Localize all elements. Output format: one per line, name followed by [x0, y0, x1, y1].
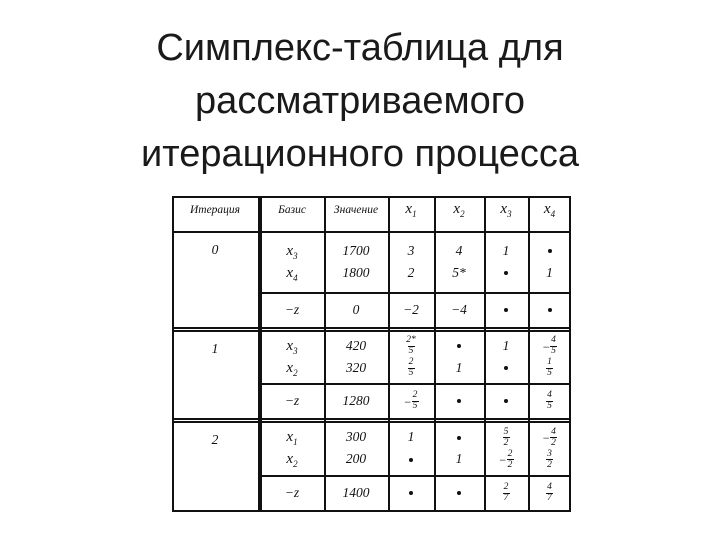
- fraction-numerator: 2*: [406, 335, 416, 346]
- objective-value: 1400: [342, 484, 370, 500]
- header-var-2: [434, 201, 484, 219]
- fraction-denominator: 2: [551, 437, 556, 448]
- fraction-denominator: 5: [408, 346, 414, 357]
- minus-sign: −: [498, 452, 507, 467]
- fraction-denominator: 5: [547, 401, 552, 412]
- row-divider: [260, 383, 571, 385]
- basis-var-base: x: [286, 359, 294, 376]
- fraction-numerator: 3: [547, 448, 552, 459]
- objective-value: 1280: [342, 392, 370, 408]
- header-var-1: [388, 201, 434, 219]
- fraction-denominator: 2: [507, 459, 513, 470]
- basis-var-base: x: [286, 429, 294, 445]
- column-divider: [258, 196, 260, 511]
- group-divider: [172, 510, 571, 512]
- basis-var-base: x: [286, 242, 294, 259]
- coefficient-cell: [528, 426, 571, 449]
- group-divider: [172, 421, 571, 423]
- coefficient-cell: 4: [455, 242, 463, 258]
- coefficient-cell: 2: [407, 264, 415, 280]
- column-divider: [260, 196, 262, 511]
- fraction-denominator: 2: [547, 459, 552, 470]
- basis-var-sub: 3: [293, 345, 298, 356]
- slide-title: [0, 22, 720, 181]
- simplex-table: [172, 196, 571, 522]
- title-line-2: рассматриваемого: [195, 80, 525, 122]
- fraction: [546, 450, 553, 470]
- coefficient-cell: 1: [455, 451, 463, 466]
- coefficient-cell: [528, 335, 571, 358]
- header-var-3: [484, 201, 528, 219]
- empty-cell-dot: [457, 344, 461, 348]
- fraction-denominator: 5: [551, 346, 556, 357]
- empty-cell-dot: [457, 399, 461, 403]
- coefficient-cell: [484, 426, 528, 448]
- fraction-numerator: 4: [551, 335, 556, 346]
- value-cell: 300: [345, 429, 367, 444]
- fraction-numerator: 2: [408, 357, 414, 368]
- column-divider: [434, 196, 436, 511]
- coefficient-cell: [434, 426, 484, 448]
- coefficient-cell: [484, 357, 528, 379]
- fraction-denominator: 5: [547, 368, 552, 379]
- value-cell: 1800: [342, 264, 370, 280]
- coefficient-cell: [388, 448, 434, 470]
- objective-row-label: −z: [284, 301, 300, 317]
- fraction-denominator: 7: [503, 493, 509, 504]
- coefficient-cell: 3: [407, 242, 415, 258]
- minus-sign: −: [541, 339, 551, 354]
- basis-var-base: x: [286, 264, 294, 281]
- objective-coefficient: [484, 482, 528, 504]
- header-var-1-base: x: [405, 201, 413, 217]
- fraction-numerator: 4: [547, 390, 552, 401]
- fraction: [412, 391, 419, 411]
- empty-cell-dot: [457, 436, 461, 440]
- header-var-2-sub: 2: [460, 209, 465, 219]
- fraction: [546, 358, 553, 378]
- header-value: Значение: [333, 204, 379, 216]
- empty-cell-dot: [504, 366, 508, 370]
- value-cell: 320: [345, 359, 367, 375]
- objective-row-label: −z: [284, 484, 300, 500]
- header-var-3-base: x: [500, 201, 508, 217]
- coefficient-cell: 1: [502, 337, 510, 353]
- column-divider: [388, 196, 390, 511]
- minus-sign: −: [541, 430, 551, 445]
- coefficient-cell: [434, 335, 484, 357]
- fraction-numerator: 1: [547, 357, 552, 368]
- basis-variable: [260, 448, 324, 475]
- coefficient-cell: [528, 448, 571, 470]
- fraction: [406, 336, 416, 356]
- fraction-numerator: 2: [507, 448, 513, 459]
- empty-cell-dot: [504, 308, 508, 312]
- fraction-numerator: 5: [503, 426, 509, 437]
- objective-coefficient: [434, 482, 484, 504]
- empty-cell-dot: [504, 399, 508, 403]
- empty-cell-dot: [409, 491, 413, 495]
- objective-coefficient: [388, 482, 434, 504]
- table-left-border: [172, 196, 174, 511]
- column-divider: [484, 196, 486, 511]
- coefficient-cell: [388, 357, 434, 379]
- fraction-numerator: 2: [503, 482, 509, 493]
- coefficient-cell: [528, 357, 571, 379]
- value-cell: 200: [345, 451, 367, 466]
- objective-coefficient: [484, 299, 528, 321]
- objective-coefficient: [528, 299, 571, 321]
- fraction-numerator: 2: [412, 390, 418, 401]
- basis-var-sub: 4: [293, 272, 298, 283]
- fraction-denominator: 7: [547, 493, 552, 504]
- fraction: [507, 450, 514, 470]
- title-line-3: итерационного процесса: [140, 133, 579, 175]
- basis-var-sub: 2: [293, 459, 298, 469]
- fraction-numerator: 4: [551, 426, 556, 437]
- fraction-denominator: 5: [412, 401, 418, 412]
- objective-value: 0: [352, 301, 360, 317]
- header-var-4-base: x: [543, 201, 551, 217]
- value-cell: 420: [345, 337, 367, 353]
- coefficient-cell: [484, 262, 528, 284]
- fraction: [503, 483, 510, 503]
- basis-var-sub: 3: [293, 250, 298, 261]
- iteration-number: 1: [211, 341, 219, 356]
- empty-cell-dot: [548, 308, 552, 312]
- header-var-3-sub: 3: [507, 209, 512, 219]
- header-divider: [172, 231, 571, 233]
- basis-var-sub: 1: [293, 437, 298, 447]
- value-cell: 1700: [342, 242, 370, 258]
- objective-coefficient: [484, 390, 528, 412]
- coefficient-cell: 5*: [452, 264, 466, 280]
- empty-cell-dot: [504, 271, 508, 275]
- header-var-1-sub: 1: [412, 209, 417, 219]
- empty-cell-dot: [457, 491, 461, 495]
- column-divider: [528, 196, 530, 511]
- group-divider: [172, 418, 571, 420]
- objective-coefficient: [528, 390, 571, 412]
- coefficient-cell: 1: [546, 264, 553, 280]
- coefficient-cell: 1: [407, 429, 415, 444]
- row-divider: [260, 475, 571, 477]
- coefficient-cell: 1: [455, 359, 463, 375]
- basis-variable: [260, 262, 324, 289]
- objective-coefficient: −2: [403, 301, 419, 317]
- iteration-number: 2: [211, 432, 219, 447]
- iteration-number: 0: [211, 242, 219, 257]
- header-var-4-sub: 4: [550, 209, 556, 219]
- basis-variable: [260, 357, 324, 384]
- basis-var-base: x: [286, 337, 294, 354]
- header-var-4: [528, 201, 571, 219]
- objective-coefficient: [434, 390, 484, 412]
- coefficient-cell: [484, 448, 528, 471]
- basis-var-base: x: [286, 451, 294, 467]
- group-divider: [172, 327, 571, 329]
- fraction: [503, 428, 510, 448]
- coefficient-cell: [528, 240, 571, 262]
- fraction: [546, 391, 553, 411]
- header-basis: Базис: [278, 204, 306, 216]
- column-divider: [569, 196, 571, 511]
- title-line-1: Симплекс-таблица для: [156, 27, 564, 69]
- objective-coefficient: −4: [451, 301, 467, 317]
- fraction-denominator: 2: [503, 437, 509, 448]
- fraction-numerator: 4: [547, 482, 552, 493]
- group-divider: [172, 330, 571, 332]
- coefficient-cell: [388, 335, 434, 357]
- fraction-denominator: 5: [408, 368, 414, 379]
- objective-coefficient: [528, 482, 571, 504]
- empty-cell-dot: [548, 249, 552, 253]
- fraction: [408, 358, 415, 378]
- objective-row-label: −z: [284, 392, 300, 408]
- minus-sign: −: [403, 394, 412, 409]
- fraction: [550, 336, 557, 356]
- fraction: [546, 483, 553, 503]
- header-iteration: Итерация: [189, 204, 241, 216]
- coefficient-cell: 1: [502, 242, 510, 258]
- table-top-border: [172, 196, 571, 198]
- row-divider: [260, 292, 571, 294]
- objective-coefficient: [388, 390, 434, 413]
- empty-cell-dot: [409, 458, 413, 462]
- column-divider: [324, 196, 326, 511]
- header-var-2-base: x: [453, 201, 461, 217]
- basis-var-sub: 2: [293, 367, 298, 378]
- fraction: [550, 428, 557, 448]
